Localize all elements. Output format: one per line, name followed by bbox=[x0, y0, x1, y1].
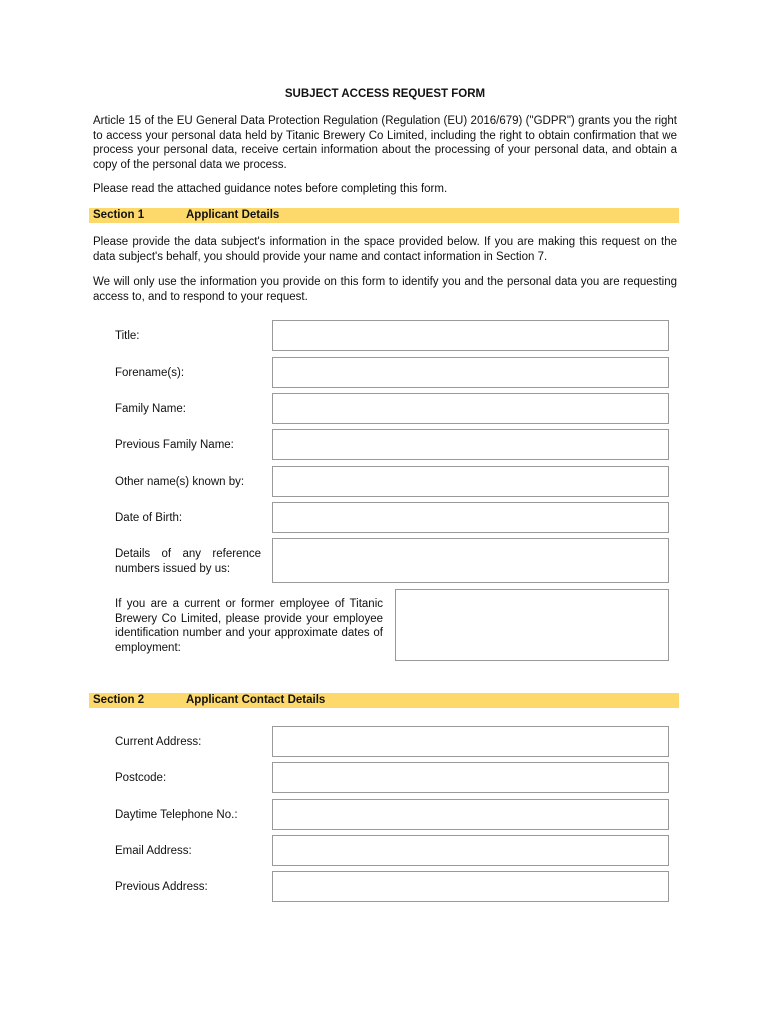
other-names-label: Other name(s) known by: bbox=[115, 476, 245, 488]
daytime-telephone-label: Daytime Telephone No.: bbox=[115, 809, 238, 821]
dob-field[interactable] bbox=[272, 502, 669, 533]
intro-paragraph: Article 15 of the EU General Data Protection Regulation (Regulation (EU) 2016/679) ("GDPR") grants you the right to access your personal data held by Titanic Brewery Co Limited, including the right to obtain confirmation that we process your personal data, receive certain information about the processing of your personal data, and obtain a copy of the personal data we process. bbox=[93, 115, 677, 171]
title-label: Title: bbox=[115, 330, 140, 342]
family-name-label: Family Name: bbox=[115, 403, 186, 415]
section-2-number: Section 2 bbox=[93, 694, 145, 706]
postcode-field[interactable] bbox=[272, 762, 669, 793]
email-address-field[interactable] bbox=[272, 835, 669, 866]
forenames-field[interactable] bbox=[272, 357, 669, 388]
previous-family-name-label: Previous Family Name: bbox=[115, 439, 234, 451]
employee-details-field[interactable] bbox=[395, 589, 669, 661]
section-1-heading: Applicant Details bbox=[186, 209, 280, 221]
previous-address-label: Previous Address: bbox=[115, 881, 208, 893]
section-2-heading: Applicant Contact Details bbox=[186, 694, 326, 706]
reference-numbers-field[interactable] bbox=[272, 538, 669, 583]
guidance-paragraph: Please read the attached guidance notes before completing this form. bbox=[93, 183, 448, 195]
section-1-header bbox=[89, 208, 679, 223]
other-names-field[interactable] bbox=[272, 466, 669, 497]
previous-address-field[interactable] bbox=[272, 871, 669, 902]
section-2-header bbox=[89, 693, 679, 708]
email-address-label: Email Address: bbox=[115, 845, 192, 857]
forenames-label: Forename(s): bbox=[115, 367, 185, 379]
family-name-field[interactable] bbox=[272, 393, 669, 424]
dob-label: Date of Birth: bbox=[115, 512, 183, 524]
section-1-privacy-note: We will only use the information you provide on this form to identify you and the personal data you are requesting access to, and to respond to your request. bbox=[93, 276, 677, 303]
postcode-label: Postcode: bbox=[115, 772, 167, 784]
form-title: SUBJECT ACCESS REQUEST FORM bbox=[284, 88, 486, 100]
reference-numbers-label: Details of any reference numbers issued by us: bbox=[115, 548, 261, 575]
section-1-instructions: Please provide the data subject's information in the space provided below. If you are making this request on the data subject's behalf, you should provide your name and contact information in Section 7. bbox=[93, 236, 677, 263]
employee-details-label: If you are a current or former employee of Titanic Brewery Co Limited, please provide your employee identification number and your approximate dates of employment: bbox=[115, 598, 383, 654]
current-address-field[interactable] bbox=[272, 726, 669, 757]
daytime-telephone-field[interactable] bbox=[272, 799, 669, 830]
current-address-label: Current Address: bbox=[115, 736, 202, 748]
title-field[interactable] bbox=[272, 320, 669, 351]
previous-family-name-field[interactable] bbox=[272, 429, 669, 460]
section-1-number: Section 1 bbox=[93, 209, 145, 221]
